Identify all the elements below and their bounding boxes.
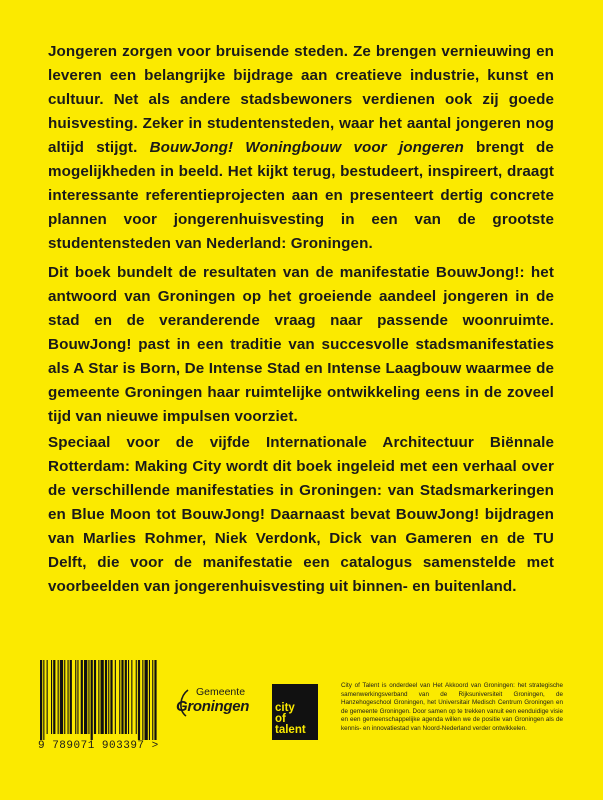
- barcode-bar: [101, 660, 104, 734]
- barcode-bar: [88, 660, 89, 734]
- third-paragraph-text: Speciaal voor de vijfde Internationale Architectuur Biënnale Rotterdam: Making City wordt dit boek ingeleid met een verhaal over de verschillende manifestaties in Groningen: van Stadsmarkeringen en Blue Moon tot BouwJong! Daarnaast bevat BouwJong! bijdragen van Marlies Rohmer, Niek Verdonk, Dick van Gameren en de TU Delft, die voor de manifestatie een catalogus samenstelde met voorbeelden van jongerenhuisvesting uit binnen- en buitenland.: [48, 434, 554, 595]
- barcode-bar: [154, 660, 156, 740]
- barcode-bar: [152, 660, 153, 740]
- cot-line-talent: talent: [275, 724, 306, 736]
- barcode-bar: [105, 660, 107, 734]
- barcode-bar: [98, 660, 99, 734]
- intro-text-end: brengt de mogelijkheden in beeld. Het kijkt terug, bestudeert, inspireert, draagt interessante referentieprojecten aan en presenteert dertig concrete plannen voor jongerenhuisvesting in een van de grootste studentensteden van Nederland: Groningen.: [48, 139, 554, 252]
- barcode-bar: [91, 660, 93, 740]
- barcode-bar: [75, 660, 76, 734]
- barcode-bar: [115, 660, 116, 734]
- barcode-bar: [108, 660, 109, 734]
- barcode-bar: [119, 660, 120, 734]
- barcode-bar: [131, 660, 132, 734]
- barcode-bar: [149, 660, 150, 740]
- barcode-bars: [40, 660, 158, 740]
- barcode-bar: [136, 660, 137, 734]
- gemeente-label: Gemeente: [196, 686, 246, 698]
- barcode-bar: [47, 660, 48, 734]
- barcode-bar: [70, 660, 72, 734]
- barcode-bar: [128, 660, 129, 734]
- barcode-bar: [77, 660, 78, 734]
- second-paragraph-text: Dit boek bundelt de resultaten van de manifestatie BouwJong!: het antwoord van Groningen op het groeiende aandeel jongeren in de stad en de veranderende vraag naar passende woonruimte. BouwJong! past in een traditie van succesvolle stadsmanifestaties als A Star is Born, De Intense Stad en Intense Laagbouw waarmee de gemeente Groningen haar ruimtelijke ontwikkeling eens in de zoveel tijd van nieuwe impulsen voorziet.: [48, 264, 554, 425]
- isbn-number: 9 789071 903397 >: [38, 740, 159, 752]
- second-paragraph: [48, 261, 554, 429]
- barcode-bar: [58, 660, 59, 734]
- intro-text-start: Jongeren zorgen voor bruisende steden. Ze brengen vernieuwing en leveren een belangrijke bijdrage aan creatieve industrie, kunst en cultuur. Net als andere stadsbewoners verdienen ook zij goede huisvesting. Zeker in studentensteden, waar het aantal jongeren nog altijd stijgt.: [48, 43, 554, 156]
- barcode-bar: [121, 660, 123, 734]
- intro-paragraph: [48, 40, 554, 256]
- barcode-bar: [43, 660, 44, 740]
- barcode-bar: [142, 660, 143, 740]
- barcode-bar: [60, 660, 63, 734]
- barcode-bar: [51, 660, 52, 734]
- barcode-bar: [64, 660, 65, 734]
- barcode-bar: [94, 660, 96, 734]
- cot-line-city: city: [275, 702, 295, 714]
- barcode-bar: [53, 660, 55, 734]
- barcode-bar: [125, 660, 127, 734]
- barcode-bar: [110, 660, 112, 734]
- barcode-bar: [84, 660, 87, 734]
- book-title: BouwJong! Woningbouw voor jongeren: [149, 139, 464, 156]
- barcode-bar: [81, 660, 83, 734]
- city-of-talent-logo: [272, 684, 318, 740]
- barcode-bar: [40, 660, 42, 740]
- city-of-talent-description: City of Talent is onderdeel van Het Akkoord van Groningen: het strategische samenwerkingsverband van de Rijksuniversiteit Groningen, de Hanzehogeschool Groningen, het Universitair Medisch Centrum Groningen en de gemeente Groningen. Door samen op te trekken vanuit een eenduidige visie en een gemeenschappelijke agenda willen we de positie van Groningen als de kennis- en innovatiestad van Noord-Nederland verder ontwikkelen.: [341, 682, 563, 732]
- barcode-bar: [138, 660, 140, 740]
- barcode: [40, 660, 158, 740]
- barcode-bar: [68, 660, 69, 734]
- cot-line-of: of: [275, 713, 286, 725]
- barcode-bar: [145, 660, 148, 740]
- third-paragraph: [48, 431, 554, 599]
- gemeente-groningen-logo: [176, 686, 256, 726]
- groningen-label: Groningen: [176, 698, 250, 715]
